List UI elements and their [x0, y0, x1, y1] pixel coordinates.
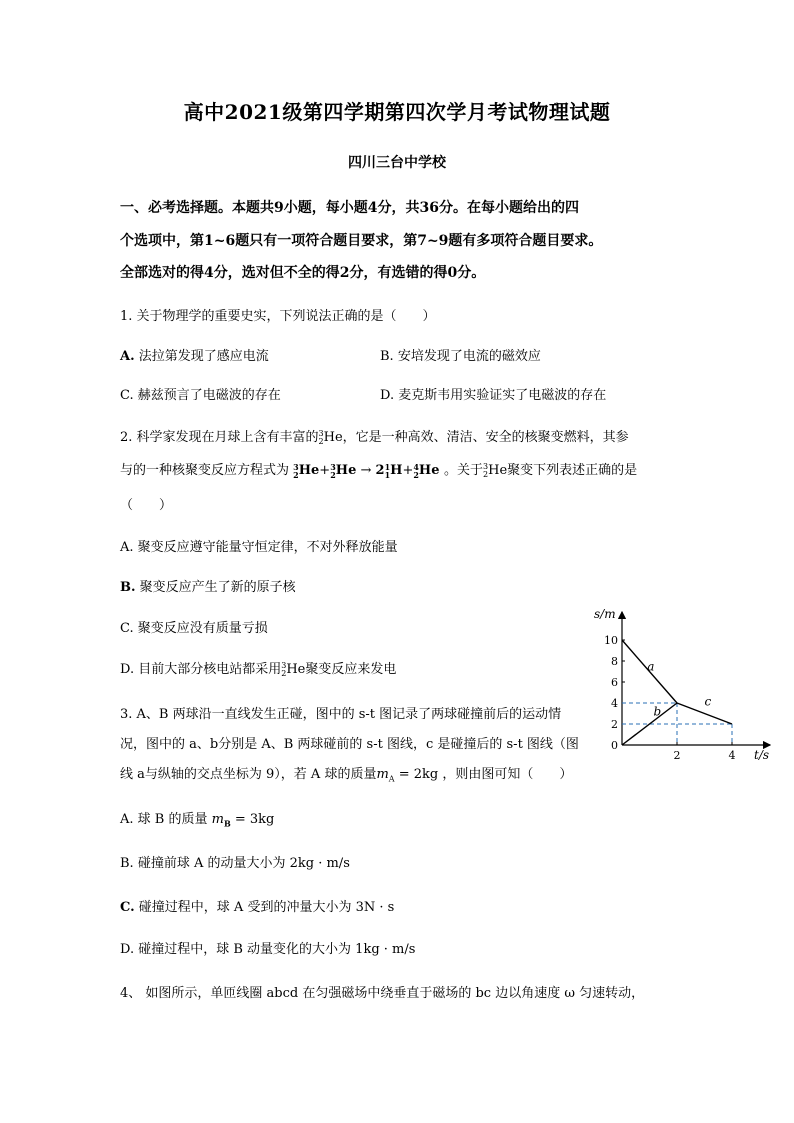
y-tick-label: 10	[604, 634, 618, 647]
q3-option-b	[120, 852, 350, 871]
q2-line2-text: 与的一种核聚变反应方程式为	[120, 463, 290, 478]
x-axis-label: t/s	[754, 748, 770, 762]
school-name: 四川三台中学校	[348, 155, 446, 171]
option-text: 麦克斯韦用实验证实了电磁波的存在	[398, 388, 607, 403]
q1-option-c	[120, 384, 281, 403]
nuclide-index: 3 2	[318, 428, 324, 446]
series-label-b: b	[653, 704, 662, 719]
option-label: A.	[120, 540, 134, 555]
section-instructions-line2: 个选项中，第1~6题只有一项符合题目要求，第7~9题有多项符合题目要求。	[120, 233, 603, 249]
q3-option-a	[120, 808, 274, 829]
mass-subscript: A	[388, 774, 395, 784]
q2-option-a	[120, 536, 398, 555]
option-text: 安培发现了电流的磁效应	[397, 349, 541, 364]
q1-option-b	[380, 345, 541, 364]
q3-option-c	[120, 896, 394, 915]
option-label: B.	[120, 580, 136, 595]
fusion-equation: 3 2 He+ 3 2 He → 2 1 1 H+ 4 2 He	[293, 461, 445, 480]
y-tick-label: 6	[611, 676, 618, 689]
q3-stem-line1: 3. A、B 两球沿一直线发生正碰，图中的 s-t 图记录了两球碰撞前后的运动情	[120, 707, 562, 722]
y-tick-label: 4	[611, 697, 618, 710]
q2-stem-text-2: ，它是一种高效、清洁、安全的核聚变燃料，其参	[342, 430, 629, 445]
q3-option-d	[120, 938, 415, 957]
mass-symbol: m	[211, 812, 224, 827]
q3-line3-text: 线 a与纵轴的交点坐标为 9），若 A 球的质量	[120, 767, 377, 782]
q2-option-c	[120, 617, 268, 636]
page-title: 高中2021级第四学期第四次学月考试物理试题	[183, 100, 611, 124]
q3-line3-text-2: = 2kg ，则由图可知（ ）	[394, 767, 573, 782]
mass-value: = 3kg	[230, 812, 275, 827]
option-text: 聚变反应没有质量亏损	[137, 621, 268, 636]
y-axis-label: s/m	[594, 607, 616, 621]
option-text: 法拉第发现了感应电流	[138, 349, 269, 364]
option-label: C.	[120, 388, 134, 403]
option-label: C.	[120, 621, 134, 636]
option-text-2: 聚变反应来发电	[305, 662, 397, 677]
option-label: D.	[120, 942, 135, 957]
option-text: 目前大部分核电站都采用	[138, 662, 282, 677]
q1-option-d	[380, 384, 606, 403]
y-tick-label: 8	[611, 655, 618, 668]
option-label: D.	[380, 388, 395, 403]
option-text: 聚变反应遵守能量守恒定律，不对外释放能量	[137, 540, 398, 555]
q1-stem: 1. 关于物理学的重要史实，下列说法正确的是（ ）	[120, 309, 436, 324]
helium-symbol: He	[488, 463, 508, 478]
nuclide-index: 3 2	[483, 461, 489, 479]
x-tick-label: 2	[673, 749, 681, 762]
q2-paren: （ ）	[120, 498, 173, 513]
option-text: 碰撞前球 A 的动量大小为 2kg · m/s	[137, 856, 350, 871]
option-label: A.	[120, 812, 134, 827]
option-text: 碰撞过程中，球 A 受到的冲量大小为 3N · s	[138, 900, 395, 915]
s-t-chart	[588, 604, 778, 766]
helium-symbol: He	[286, 662, 306, 677]
nuclide-index: 3 2	[281, 660, 287, 678]
series-label-c: c	[704, 694, 712, 709]
q2-option-b	[120, 576, 296, 595]
q2-stem-text: 2. 科学家发现在月球上含有丰富的	[120, 430, 319, 445]
option-text: 碰撞过程中，球 B 动量变化的大小为 1kg · m/s	[138, 942, 416, 957]
helium-symbol: He	[323, 430, 343, 445]
q2-line2-text-3: 聚变下列表述正确的是	[507, 463, 638, 478]
q2-stem-line2	[120, 459, 637, 479]
option-label: B.	[120, 856, 134, 871]
option-label: A.	[120, 349, 135, 364]
q2-option-d	[120, 658, 396, 678]
mass-symbol: m	[376, 767, 389, 782]
q4-stem: 4、 如图所示，单匝线圈 abcd 在匀强磁场中绕垂直于磁场的 bc 边以角速度 ω 匀速转动，	[120, 986, 645, 1001]
option-label: B.	[380, 349, 394, 364]
option-label: C.	[120, 900, 135, 915]
mass-subscript: B	[223, 818, 231, 829]
q3-stem-line3	[120, 763, 572, 784]
option-text: 赫兹预言了电磁波的存在	[137, 388, 281, 403]
option-label: D.	[120, 662, 135, 677]
q2-line2-text-2: 。关于	[444, 463, 484, 478]
section-instructions-line3: 全部选对的得4分，选对但不全的得2分，有选错的得0分。	[120, 265, 486, 281]
q2-stem-line1	[120, 426, 629, 446]
x-tick-label: 4	[728, 749, 736, 762]
q3-stem-line2: 况，图中的 a、b分别是 A、B 两球碰前的 s-t 图线，c 是碰撞后的 s-t 图线（图	[120, 737, 579, 752]
y-tick-label: 2	[611, 718, 618, 731]
option-text: 球 B 的质量	[137, 812, 212, 827]
series-label-a: a	[647, 659, 655, 674]
y-tick-label: 0	[611, 739, 618, 752]
section-instructions-line1: 一、必考选择题。本题共9小题，每小题4分，共36分。在每小题给出的四	[120, 200, 579, 216]
option-text: 聚变反应产生了新的原子核	[139, 580, 296, 595]
q1-option-a	[120, 345, 269, 364]
